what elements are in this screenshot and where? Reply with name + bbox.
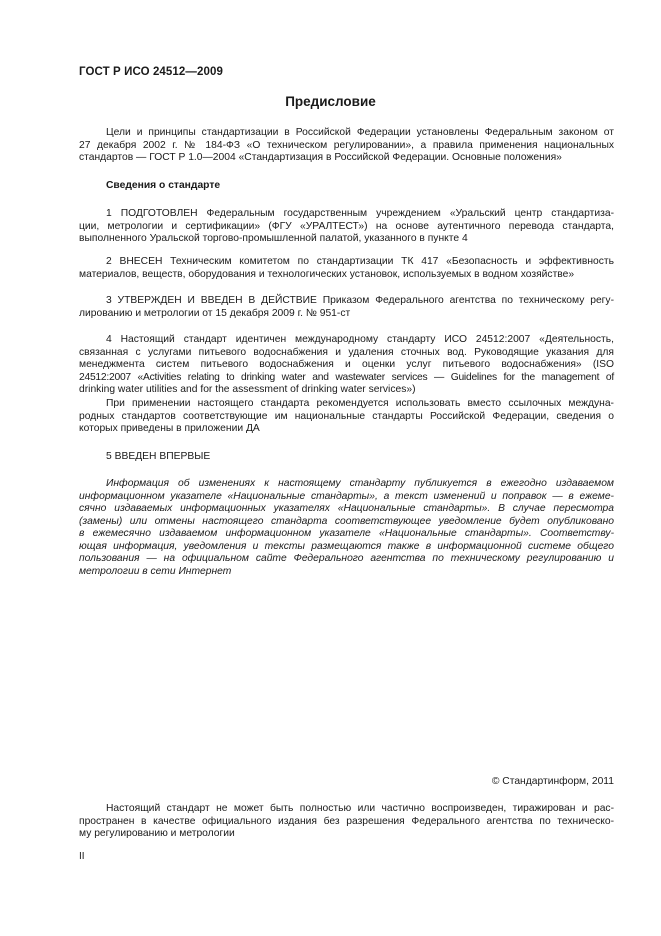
text-line: лированию и метрологии от 15 декабря 2009 г. № 951-ст <box>79 307 351 319</box>
text-line: (замены) или отмены настоящего стандарта соответствующее уведомление будет опубликовано <box>79 515 614 527</box>
reproduction-notice <box>79 803 614 841</box>
page-title: Предисловие <box>285 94 376 109</box>
text-line: пространен в качестве официального издания без разрешения Федерального агентства по техническо- <box>79 815 614 827</box>
section-heading: Сведения о стандарте <box>106 180 221 191</box>
text-line: drinking water utilities and for the assessment of drinking water services») <box>79 384 416 395</box>
text-line: 4 Настоящий стандарт идентичен международному стандарту ИСО 24512:2007 «Деятельность, <box>106 334 614 345</box>
info-item-5 <box>79 451 614 464</box>
info-item-3 <box>79 295 614 320</box>
info-reference-note <box>79 398 614 436</box>
text-line: стандартов — ГОСТ Р 1.0—2004 «Стандартизация в Российской Федерации. Основные положения» <box>79 152 562 163</box>
text-line: 24512:2007 «Activities relating to drinking water and wastewater services — Guidelines for the management of <box>79 371 614 383</box>
text-line: 2 ВНЕСЕН Техническим комитетом по стандартизации ТК 417 «Безопасность и эффективность <box>106 256 614 267</box>
text-line: материалов, веществ, оборудования и технологических установок, используемых в водном хозяйстве» <box>79 268 575 280</box>
text-line: ции, метрологии и сертификации» (ФГУ «УРАЛТЕСТ») на основе аутентичного перевода стандарта, <box>79 220 614 232</box>
text-line: ющая информация, уведомления и тексты размещаются также в информационной системе общего <box>79 540 614 552</box>
text-line: пользования — на официальном сайте Федерального агентства по техническому регулированию и <box>79 553 614 564</box>
text-line: Цели и принципы стандартизации в Российской Федерации установлены Федеральным законом от <box>106 127 614 138</box>
text-line: 5 ВВЕДЕН ВПЕРВЫЕ <box>106 451 211 462</box>
text-line: менеджмента систем питьевого водоснабжения и оценки услуг питьевого водоснабжения» (ISO <box>79 359 614 370</box>
info-item-2 <box>79 256 614 281</box>
changes-notice <box>79 478 614 578</box>
text-line: связанная с услугами питьевого водоснабжения и удаления сточных вод. Руководящие указания для <box>79 346 614 358</box>
text-line: выполненного Уральской торгово-промышленной палатой, указанного в пункте 4 <box>79 233 468 244</box>
text-line: 3 УТВЕРЖДЕН И ВВЕДЕН В ДЕЙСТВИЕ Приказом Федерального агентства по техническому регу- <box>106 295 614 306</box>
text-line: 1 ПОДГОТОВЛЕН Федеральным государственным учреждением «Уральский центр стандартиза- <box>106 208 614 219</box>
text-line: Настоящий стандарт не может быть полностью или частично воспроизведен, тиражирован и рас- <box>106 803 614 814</box>
info-item-4 <box>79 334 614 397</box>
text-line: родных стандартов соответствующие им национальные стандарты Российской Федерации, сведения о <box>79 410 614 422</box>
text-line: сячно издаваемых информационных указателях «Национальные стандарты». В случае пересмотра <box>79 503 614 514</box>
text-line: метрологии в сети Интернет <box>79 565 232 577</box>
page-number: II <box>79 851 85 862</box>
text-line: информационном указателе «Национальные стандарты», а текст изменений и поправок — в ежеме- <box>79 490 614 502</box>
intro-paragraph <box>79 127 614 165</box>
text-line: в ежемесячно издаваемом информационном указателе «Национальные стандарты». Соответству- <box>79 528 614 539</box>
copyright-notice: © Стандартинформ, 2011 <box>491 776 614 787</box>
document-header-id: ГОСТ Р ИСО 24512—2009 <box>79 66 224 78</box>
text-line: При применении настоящего стандарта рекомендуется использовать вместо ссылочных междуна- <box>106 398 614 409</box>
text-line: 27 декабря 2002 г. № 184-ФЗ «О техническом регулировании», а правила применения национальных <box>79 139 614 151</box>
info-item-1 <box>79 208 614 246</box>
text-line: которых приведены в приложении ДА <box>79 423 260 434</box>
text-line: му регулированию и метрологии <box>79 828 235 839</box>
text-line: Информация об изменениях к настоящему стандарту публикуется в ежегодно издаваемом <box>106 478 614 489</box>
